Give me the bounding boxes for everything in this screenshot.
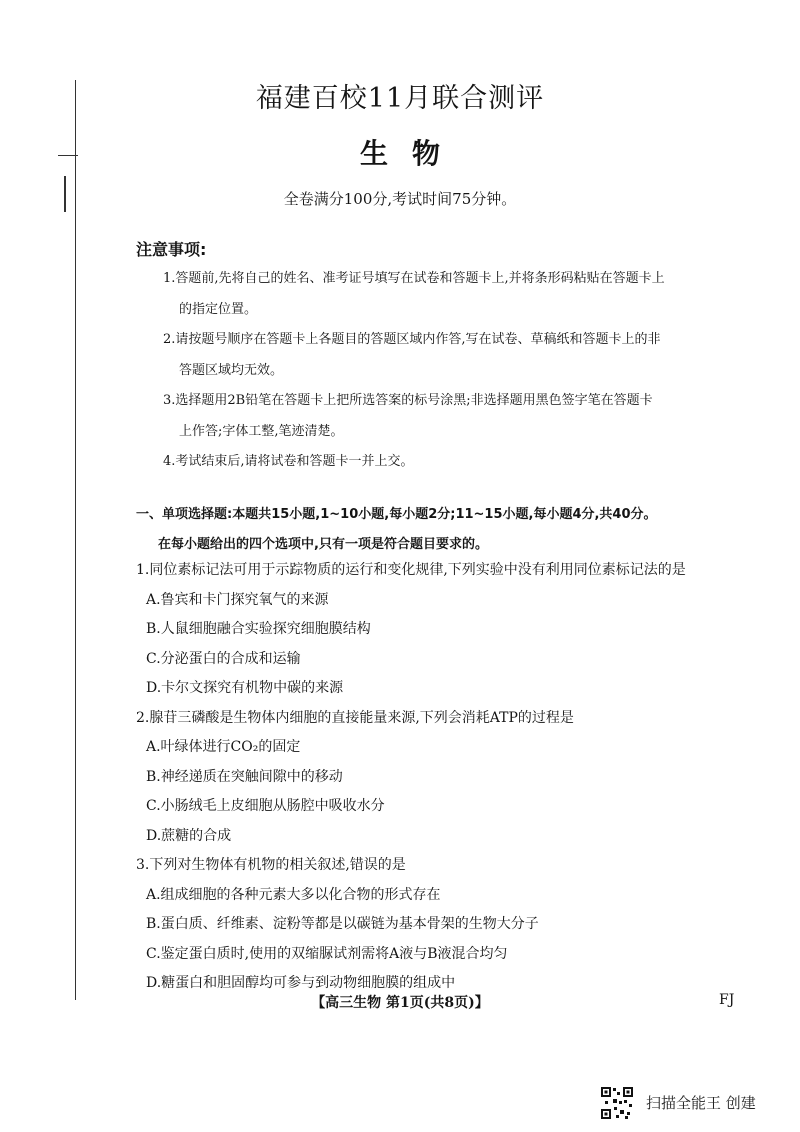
region-code: FJ [719, 992, 735, 1008]
option-a: A.鲁宾和卡门探究氧气的来源 [146, 591, 329, 608]
page-footer: 【高三生物 第1页(共8页)】 [311, 995, 489, 1011]
section-heading-line: 在每小题给出的四个选项中,只有一项是符合题目要求的。 [158, 537, 488, 552]
option-d: D.糖蛋白和胆固醇均可参与到动物细胞膜的组成中 [146, 975, 456, 991]
option-c: C.分泌蛋白的合成和运输 [146, 650, 301, 667]
option-c: C.小肠绒毛上皮细胞从肠腔中吸收水分 [146, 798, 385, 814]
option-d: D.卡尔文探究有机物中碳的来源 [146, 680, 344, 696]
question-stem: 1.同位素标记法可用于示踪物质的运行和变化规律,下列实验中没有利用同位素标记法的是 [136, 562, 686, 578]
exam-title: 福建百校11月联合测评 [255, 83, 545, 114]
notice-item-line: 的指定位置。 [179, 301, 258, 317]
notice-item-line: 4.考试结束后,请将试卷和答题卡一并上交。 [163, 454, 414, 469]
question-3 [136, 851, 756, 999]
notice-list [163, 264, 743, 478]
notice-item-line: 答题区域均无效。 [179, 362, 284, 378]
notice-item [163, 447, 743, 478]
notice-item [163, 386, 743, 447]
notice-item-line: 2.请按题号顺序在答题卡上各题目的答题区域内作答,写在试卷、草稿纸和答题卡上的非 [163, 332, 661, 347]
qr-code-icon [600, 1086, 634, 1120]
scanner-watermark: 扫描全能王 创建 [646, 1094, 756, 1112]
option-b: B.神经递质在突触间隙中的移动 [146, 768, 343, 785]
option-d: D.蔗糖的合成 [146, 827, 232, 844]
option-a: A.叶绿体进行CO₂的固定 [146, 739, 301, 755]
notice-item-line: 1.答题前,先将自己的姓名、准考证号填写在试卷和答题卡上,并将条形码粘贴在答题卡上 [163, 271, 665, 286]
exam-subject: 生物 [359, 137, 464, 170]
exam-info: 全卷满分100分,考试时间75分钟。 [283, 190, 517, 208]
notice-heading: 注意事项: [136, 240, 207, 259]
notice-item [163, 264, 743, 325]
notice-item [163, 325, 743, 386]
question-1 [136, 556, 756, 704]
section-heading [136, 500, 776, 560]
option-a: A.组成细胞的各种元素大多以化合物的形式存在 [146, 886, 441, 903]
option-b: B.人鼠细胞融合实验探究细胞膜结构 [146, 621, 371, 637]
question-stem: 2.腺苷三磷酸是生物体内细胞的直接能量来源,下列会消耗ATP的过程是 [136, 709, 574, 726]
question-stem: 3.下列对生物体有机物的相关叙述,错误的是 [136, 857, 406, 873]
question-2 [136, 704, 756, 852]
notice-item-line: 上作答;字体工整,笔迹清楚。 [179, 423, 344, 439]
option-b: B.蛋白质、纤维素、淀粉等都是以碳链为基本骨架的生物大分子 [146, 916, 539, 932]
notice-item-line: 3.选择题用2B铅笔在答题卡上把所选答案的标号涂黑;非选择题用黑色签字笔在答题卡 [163, 393, 653, 408]
question-list [136, 556, 756, 999]
binding-margin-line [75, 80, 76, 1000]
option-c: C.鉴定蛋白质时,使用的双缩脲试剂需将A液与B液混合均匀 [146, 945, 508, 962]
section-heading-line: 一、单项选择题:本题共15小题,1~10小题,每小题2分;11~15小题,每小题4分,共40分。 [136, 507, 657, 522]
